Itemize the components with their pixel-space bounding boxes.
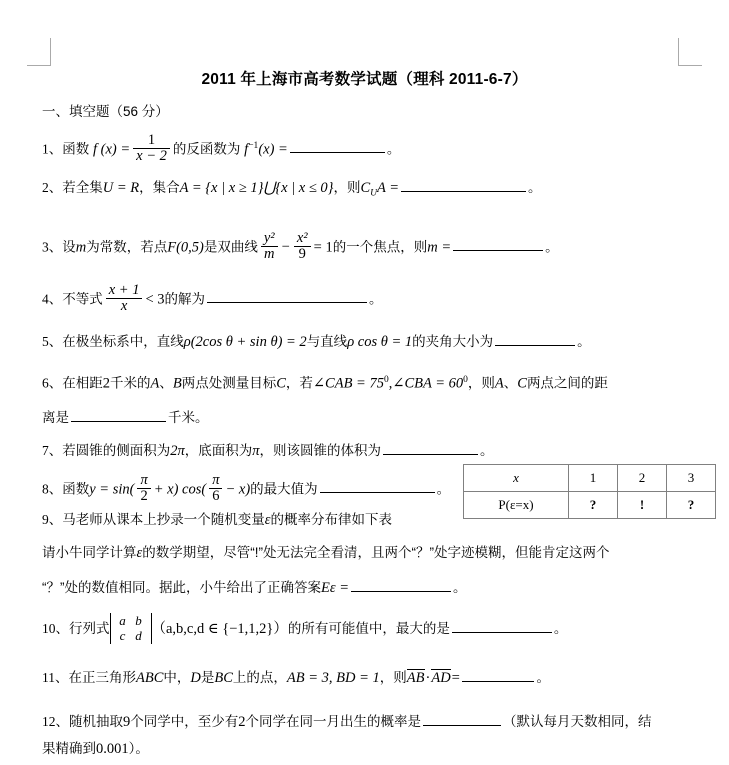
question-6-lead: 在相距 bbox=[62, 375, 103, 391]
table-row-label: P(ε=x) bbox=[464, 492, 569, 519]
probability-distribution-table bbox=[463, 464, 716, 519]
determinant-d: d bbox=[135, 627, 142, 643]
table-cell-prob-3: ? bbox=[667, 492, 716, 519]
question-2-complement-subscript: U bbox=[370, 188, 378, 199]
question-12-line1-tail: （默认每月天数相同，结 bbox=[503, 714, 652, 729]
question-2-complement: C bbox=[360, 180, 371, 196]
question-8-fraction-2 bbox=[209, 473, 222, 504]
question-9-lead: 马老师从课本上抄录一个随机变量 bbox=[62, 512, 265, 527]
question-8-tail: 的最大值为 bbox=[250, 481, 318, 497]
question-9-expectation: Eε = bbox=[321, 580, 349, 596]
question-12-line2-lead: 果精确到 bbox=[42, 741, 96, 756]
table-header-value-1: 1 bbox=[569, 465, 618, 492]
question-6-point-a2: A bbox=[494, 375, 504, 392]
question-11-segment-bc: BC bbox=[214, 670, 233, 686]
question-6-dun-1: 、 bbox=[159, 375, 173, 391]
question-9-line2-part-2: 的数学期望，尽管“!”处无法完全看清，且两个“？”处字迹模糊，但能肯定这两个 bbox=[142, 545, 610, 560]
question-11-then: ，则 bbox=[379, 670, 407, 685]
question-2-then: 则 bbox=[346, 180, 361, 195]
question-11-mid-2: 是 bbox=[200, 670, 215, 685]
question-5-angle-text: 的夹角大小为 bbox=[412, 334, 494, 349]
question-11-mid-1: 中， bbox=[163, 670, 191, 685]
question-3-period: 。 bbox=[545, 239, 559, 255]
question-6-tail: 两点之间的距 bbox=[526, 375, 608, 391]
question-5-period: 。 bbox=[577, 334, 591, 349]
question-12-precision: 0.001 bbox=[96, 741, 129, 757]
question-5-lead: 在极坐标系中，直线 bbox=[62, 334, 184, 349]
question-8-answer-blank[interactable] bbox=[320, 479, 435, 493]
question-10-period: 。 bbox=[553, 621, 568, 637]
question-8-number: 8、 bbox=[42, 481, 63, 497]
question-3-frac2-denominator: 9 bbox=[294, 246, 311, 262]
question-11-vector-ad: AD bbox=[431, 670, 451, 686]
question-6-angle-cba: ∠CBA = 60 bbox=[392, 375, 464, 392]
question-11 bbox=[42, 668, 550, 687]
question-7-tail: ，则该圆锥的体积为 bbox=[259, 443, 382, 458]
question-3-equals-one: = 1 bbox=[313, 239, 333, 256]
question-3-focus-point: F(0,5) bbox=[167, 239, 204, 256]
question-6-mid: 两点处测量目标 bbox=[181, 375, 277, 391]
question-6-point-c: C bbox=[276, 375, 286, 392]
question-7-answer-blank[interactable] bbox=[383, 441, 478, 455]
question-12-number: 12、 bbox=[42, 714, 69, 729]
question-3-m-equals: m = bbox=[427, 239, 452, 256]
question-3-frac2-numerator: x² bbox=[296, 230, 308, 246]
table-cell-prob-1: ? bbox=[569, 492, 618, 519]
question-8-frac2-numerator: π bbox=[212, 472, 220, 488]
question-10-answer-blank[interactable] bbox=[452, 619, 552, 633]
crop-mark-top-right bbox=[678, 38, 702, 66]
question-5-number: 5、 bbox=[42, 334, 63, 349]
question-9-number: 9、 bbox=[42, 512, 63, 527]
question-10-tail: 的所有可能值中，最大的是 bbox=[287, 621, 450, 637]
question-11-vector-ab: AB bbox=[406, 670, 425, 686]
question-6-point-a: A bbox=[150, 375, 160, 392]
question-1-fx: f (x) = bbox=[93, 141, 131, 158]
question-1-answer-blank[interactable] bbox=[290, 139, 385, 153]
question-4-less-than-3: < 3 bbox=[145, 291, 165, 308]
question-7-lead: 若圆锥的侧面积为 bbox=[62, 443, 171, 458]
question-3-fraction-1 bbox=[261, 231, 278, 262]
question-3-const: 为常数，若点 bbox=[86, 239, 168, 255]
question-9-line-2 bbox=[42, 546, 609, 562]
question-4-frac-denominator: x bbox=[106, 298, 143, 314]
page-title: 2011 年上海市高考数学试题（理科 2011-6-7） bbox=[201, 71, 528, 88]
question-10-number: 10、 bbox=[42, 621, 69, 637]
question-1-period: 。 bbox=[386, 141, 401, 157]
question-3-lead: 设 bbox=[62, 239, 76, 255]
question-8-period: 。 bbox=[436, 481, 451, 497]
question-8-lead: 函数 bbox=[62, 481, 90, 497]
question-6-km: 千米的 bbox=[110, 375, 151, 391]
question-6-answer-blank[interactable] bbox=[71, 408, 166, 422]
question-6-angle-cab: ∠CAB = 75 bbox=[312, 375, 384, 392]
table-header-value-3: 3 bbox=[667, 465, 716, 492]
question-2-comma-2: ， bbox=[333, 180, 347, 195]
question-6-line2-tail: 千米。 bbox=[168, 410, 209, 425]
question-6-angle-cab-degree: 0 bbox=[383, 375, 389, 385]
question-3-answer-blank[interactable] bbox=[453, 237, 543, 251]
table-row-header bbox=[464, 465, 716, 492]
question-9-line1-tail: 的概率分布律如下表 bbox=[270, 512, 392, 527]
question-12-mid-2: 个同学在同一月出生的概率是 bbox=[245, 714, 421, 729]
question-5-answer-blank[interactable] bbox=[495, 332, 575, 346]
question-11-number: 11、 bbox=[42, 670, 69, 685]
determinant-row-1 bbox=[115, 614, 147, 629]
question-8-frac2-denominator: 6 bbox=[209, 488, 222, 504]
question-6-angle-comma: , bbox=[388, 375, 393, 392]
question-3-frac1-denominator: m bbox=[261, 246, 278, 262]
question-4-frac-numerator: x + 1 bbox=[108, 282, 140, 298]
question-2 bbox=[42, 178, 542, 199]
question-4-answer-blank[interactable] bbox=[207, 289, 367, 303]
question-2-number: 2、 bbox=[42, 180, 63, 195]
determinant-b: b bbox=[135, 613, 142, 628]
section-heading: 一、填空题（56 分） bbox=[42, 104, 169, 119]
question-3-frac1-numerator: y² bbox=[263, 230, 275, 246]
determinant-a: a bbox=[119, 613, 126, 628]
question-11-answer-blank[interactable] bbox=[462, 668, 534, 682]
question-6-point-b: B bbox=[172, 375, 182, 392]
question-2-set-word: 集合 bbox=[152, 180, 180, 195]
question-11-point-d: D bbox=[190, 670, 201, 686]
question-3-minus: − bbox=[281, 239, 290, 256]
question-12-line-1 bbox=[42, 712, 652, 731]
question-4-period: 。 bbox=[369, 291, 383, 307]
question-1-inverse-f: f bbox=[244, 141, 249, 158]
question-1-frac-denominator: x − 2 bbox=[133, 148, 170, 164]
question-5 bbox=[42, 332, 591, 351]
question-12-line2-tail: ）。 bbox=[128, 741, 149, 756]
question-6-distance: 2 bbox=[102, 375, 110, 392]
table-cell-prob-2: ! bbox=[618, 492, 667, 519]
question-3-fraction-2 bbox=[294, 231, 311, 262]
question-11-triangle-abc: ABC bbox=[136, 670, 164, 686]
question-4-fraction bbox=[106, 283, 143, 314]
question-12-line-2 bbox=[42, 742, 149, 758]
question-9-epsilon-2: ε bbox=[136, 545, 143, 561]
question-6-line2-lead: 离是 bbox=[42, 410, 69, 425]
question-12-lead: 随机抽取 bbox=[69, 714, 123, 729]
question-8-fraction-1 bbox=[137, 473, 150, 504]
question-1-number: 1、 bbox=[42, 141, 63, 157]
question-7-mid: ，底面积为 bbox=[184, 443, 253, 458]
question-6-number: 6、 bbox=[42, 375, 63, 391]
question-4-number: 4、 bbox=[42, 291, 63, 307]
question-8-y-expression: y = sin( bbox=[89, 481, 135, 498]
determinant-row-2 bbox=[115, 629, 147, 644]
question-8-mid-1: + x) cos( bbox=[153, 481, 207, 498]
table-header-x: x bbox=[464, 465, 569, 492]
question-9-epsilon-1: ε bbox=[264, 512, 271, 528]
question-10-determinant bbox=[110, 613, 152, 644]
question-9-period: 。 bbox=[452, 580, 467, 595]
question-7-lateral-area: 2π bbox=[170, 443, 185, 459]
question-11-lead: 在正三角形 bbox=[68, 670, 136, 685]
question-7-base-area: π bbox=[252, 443, 260, 459]
question-7-number: 7、 bbox=[42, 443, 63, 458]
question-1-lead: 函数 bbox=[62, 141, 90, 157]
question-12-answer-blank[interactable] bbox=[423, 712, 501, 726]
question-2-answer-blank[interactable] bbox=[401, 178, 526, 192]
question-7-period: 。 bbox=[480, 443, 494, 458]
crop-mark-top-left bbox=[27, 38, 51, 66]
question-6-point-c2: C bbox=[517, 375, 527, 392]
question-4 bbox=[42, 284, 383, 315]
question-12-mid-1: 个同学中，至少有 bbox=[130, 714, 239, 729]
question-3 bbox=[42, 232, 559, 263]
question-2-lead: 若全集 bbox=[62, 180, 103, 195]
question-11-dot-product-operator: · bbox=[425, 670, 431, 686]
question-1-inverse-exponent: −1 bbox=[248, 140, 259, 151]
question-4-solution-text: 的解为 bbox=[164, 291, 206, 307]
question-11-mid-3: 上的点， bbox=[232, 670, 287, 685]
question-1-frac-numerator: 1 bbox=[147, 132, 156, 148]
question-11-equals: = bbox=[450, 670, 461, 686]
question-9-line-1 bbox=[42, 513, 392, 529]
question-5-line-2: ρ cos θ = 1 bbox=[347, 334, 413, 350]
question-6-comma: ，若 bbox=[285, 375, 313, 391]
question-1-fraction bbox=[133, 133, 170, 164]
question-11-period: 。 bbox=[536, 670, 550, 685]
question-11-values: AB = 3, BD = 1 bbox=[286, 670, 380, 686]
table-header-value-2: 2 bbox=[618, 465, 667, 492]
question-1-inverse-tail: (x) = bbox=[258, 141, 288, 158]
question-3-number: 3、 bbox=[42, 239, 63, 255]
question-5-line-1: ρ(2cos θ + sin θ) = 2 bbox=[183, 334, 307, 350]
question-9-line-3 bbox=[42, 578, 466, 597]
question-10-condition: （a,b,c,d ∈ {−1,1,2}） bbox=[151, 621, 288, 638]
question-2-universal-set: U = R bbox=[102, 180, 140, 196]
question-9-line2-part-1: 请小牛同学计算 bbox=[42, 545, 137, 560]
question-7 bbox=[42, 441, 494, 460]
question-6-dun-2: 、 bbox=[503, 375, 518, 391]
question-6-then: ，则 bbox=[467, 375, 495, 391]
question-3-is-hyperbola: 是双曲线 bbox=[203, 239, 258, 255]
determinant-c: c bbox=[119, 627, 126, 643]
question-9-line3-part-1: “？”处的数值相同。据此，小牛给出了正确答案 bbox=[42, 580, 321, 595]
question-3-focus-text: 的一个焦点，则 bbox=[332, 239, 428, 255]
question-10-lead: 行列式 bbox=[69, 621, 110, 637]
question-6-line-2 bbox=[42, 408, 209, 426]
question-8-frac1-denominator: 2 bbox=[137, 488, 150, 504]
question-12-sample-size: 9 bbox=[123, 714, 131, 730]
question-2-set-definition: A = {x | x ≥ 1}⋃{x | x ≤ 0} bbox=[179, 180, 334, 196]
question-2-complement-tail: A = bbox=[377, 180, 400, 196]
question-1-mid: 的反函数为 bbox=[172, 141, 241, 157]
question-8 bbox=[42, 474, 450, 505]
question-9-answer-blank[interactable] bbox=[351, 578, 451, 592]
question-6-line-1 bbox=[42, 375, 608, 392]
question-2-period: 。 bbox=[528, 180, 542, 195]
question-2-comma-1: ， bbox=[139, 180, 153, 195]
question-8-frac1-numerator: π bbox=[140, 472, 148, 488]
question-10 bbox=[42, 614, 567, 645]
question-12-at-least-count: 2 bbox=[238, 714, 246, 730]
table-row-probability bbox=[464, 492, 716, 519]
question-1 bbox=[42, 134, 400, 165]
question-8-mid-2: − x) bbox=[225, 481, 251, 498]
question-4-lead: 不等式 bbox=[62, 291, 103, 307]
question-6-angle-cba-degree: 0 bbox=[463, 375, 468, 385]
question-5-with: 与直线 bbox=[306, 334, 348, 349]
question-3-m: m bbox=[75, 239, 87, 256]
